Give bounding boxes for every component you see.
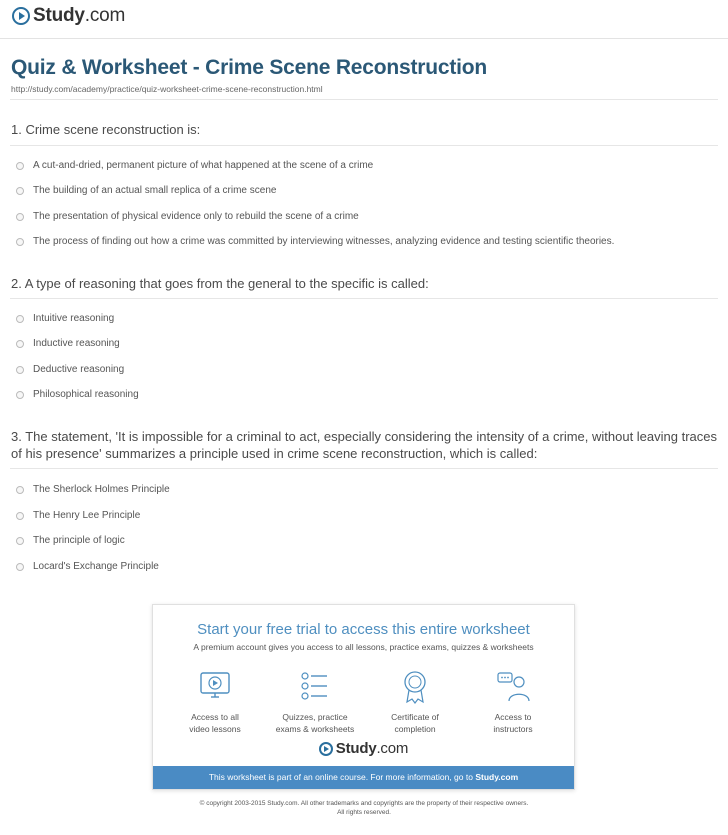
radio-button[interactable] [16, 366, 24, 374]
feature-label: video lessons [189, 724, 241, 734]
radio-button[interactable] [16, 315, 24, 323]
divider [10, 145, 718, 146]
copyright-footer [0, 799, 728, 817]
radio-button[interactable] [16, 486, 24, 494]
feature-label: Quizzes, practice [282, 712, 348, 722]
header-divider [0, 38, 728, 39]
course-info-bar [153, 766, 574, 789]
rights-text: All rights reserved. [337, 809, 391, 816]
divider [10, 99, 718, 100]
answer-option[interactable] [16, 389, 139, 400]
option-label: A cut-and-dried, permanent picture of what happened at the scene of a crime [33, 160, 374, 171]
answer-option[interactable] [16, 236, 614, 247]
radio-button[interactable] [16, 512, 24, 520]
promo-study-logo[interactable] [153, 740, 574, 757]
question-1: 1. Crime scene reconstruction is: [11, 122, 201, 137]
logo-text: Study.com [33, 5, 126, 26]
feature-label: Access to all [191, 712, 239, 722]
feature-label: Certificate of [391, 712, 439, 722]
play-circle-icon [12, 7, 30, 25]
promo-title[interactable]: Start your free trial to access this entire worksheet [197, 621, 530, 638]
study-link[interactable]: Study.com [475, 772, 519, 782]
divider [10, 468, 718, 469]
study-logo[interactable] [12, 5, 125, 27]
answer-option[interactable] [16, 211, 359, 222]
feature-label: exams & worksheets [275, 724, 355, 734]
feature-label: instructors [493, 724, 533, 734]
promo-subtitle: A premium account gives you access to all lessons, practice exams, quizzes & worksheets [193, 642, 534, 652]
answer-option[interactable] [16, 364, 124, 375]
option-label: The Henry Lee Principle [33, 510, 141, 521]
divider [10, 298, 718, 299]
option-label: The principle of logic [33, 535, 125, 546]
answer-option[interactable] [16, 313, 114, 324]
answer-option[interactable] [16, 561, 159, 572]
answer-option[interactable] [16, 484, 170, 495]
instructor-icon [463, 667, 563, 707]
page-title: Quiz & Worksheet - Crime Scene Reconstruction [11, 56, 488, 79]
free-trial-promo [152, 604, 575, 790]
play-circle-icon [319, 742, 333, 756]
radio-button[interactable] [16, 391, 24, 399]
answer-option[interactable] [16, 185, 276, 196]
course-info-text: This worksheet is part of an online course. For more information, go to [208, 772, 473, 782]
radio-button[interactable] [16, 238, 24, 246]
option-label: Intuitive reasoning [33, 313, 115, 324]
page-url: http://study.com/academy/practice/quiz-worksheet-crime-scene-reconstruction.html [11, 84, 323, 94]
feature-instructors [463, 667, 563, 735]
option-label: The Sherlock Holmes Principle [33, 484, 170, 495]
feature-certificate [365, 667, 465, 735]
feature-label: Access to [494, 712, 532, 722]
answer-option[interactable] [16, 160, 373, 171]
option-label: The presentation of physical evidence only to rebuild the scene of a crime [33, 211, 359, 222]
option-label: Inductive reasoning [33, 338, 120, 349]
logo-text: Study.com [335, 740, 409, 757]
radio-button[interactable] [16, 213, 24, 221]
certificate-icon [365, 667, 465, 707]
answer-option[interactable] [16, 535, 125, 546]
question-3: 3. The statement, 'It is impossible for a criminal to act, especially considering the intensity of a crime, without leaving traces of his presence' summarizes a principle used in crime scene reconstruction, which is called: [11, 429, 718, 461]
option-label: Philosophical reasoning [33, 389, 139, 400]
radio-button[interactable] [16, 563, 24, 571]
option-label: The process of finding out how a crime was committed by interviewing witnesses, analyzing evidence and testing scientific theories. [33, 236, 615, 247]
answer-option[interactable] [16, 510, 140, 521]
radio-button[interactable] [16, 187, 24, 195]
question-2: 2. A type of reasoning that goes from the general to the specific is called: [11, 276, 429, 291]
copyright-text: © copyright 2003-2015 Study.com. All other trademarks and copyrights are the property of their respective owners. [199, 800, 529, 807]
answer-option[interactable] [16, 338, 120, 349]
radio-button[interactable] [16, 537, 24, 545]
feature-quizzes [265, 667, 365, 735]
list-icon [265, 667, 365, 707]
option-label: Locard's Exchange Principle [33, 561, 159, 572]
video-lessons-icon [165, 667, 265, 707]
feature-video-lessons [165, 667, 265, 735]
option-label: Deductive reasoning [33, 364, 125, 375]
radio-button[interactable] [16, 162, 24, 170]
option-label: The building of an actual small replica of a crime scene [33, 185, 277, 196]
feature-label: completion [394, 724, 436, 734]
radio-button[interactable] [16, 340, 24, 348]
